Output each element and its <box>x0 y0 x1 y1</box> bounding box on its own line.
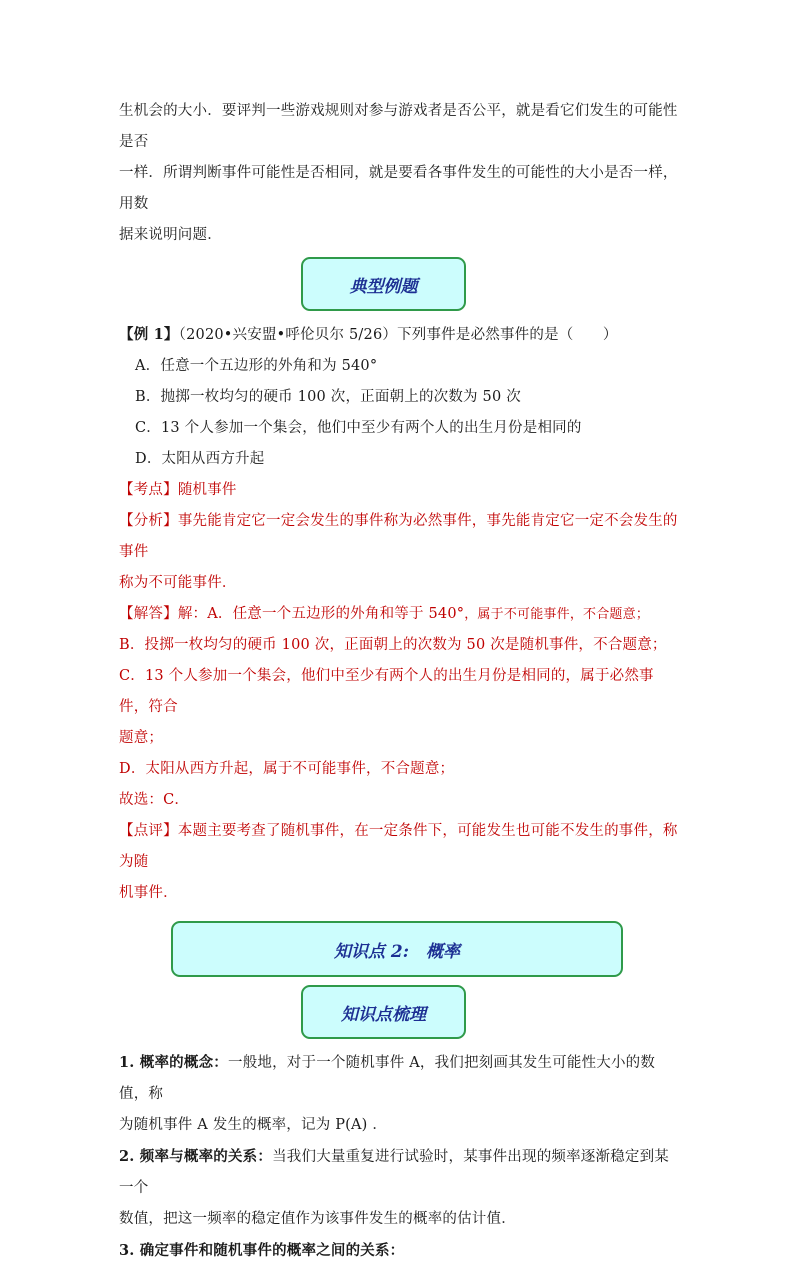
point-1-line-1 <box>119 1047 679 1110</box>
point-1-text-1: 一般地，对于一个随机事件 A，我们把刻画其发生可能性大小的数值，称 <box>119 1055 656 1102</box>
dianping-tag: 【点评】 <box>119 823 178 839</box>
point-1-line-2: 为随机事件 A 发生的概率，记为 P(A) ． <box>119 1117 388 1133</box>
point-2-line-1 <box>119 1141 679 1204</box>
intro-line-2: 一样．所谓判断事件可能性是否相同，就是要看各事件发生的可能性的大小是否一样，用数 <box>119 165 678 212</box>
section-heading-knowledge-2 <box>171 921 623 977</box>
dianping-line-2: 机事件． <box>119 885 178 901</box>
option-c: C．13 个人参加一个集会，他们中至少有两个人的出生月份是相同的 <box>135 420 582 436</box>
kaodian-tag: 【考点】 <box>119 482 178 498</box>
kaodian-line <box>119 475 679 506</box>
option-a: A．任意一个五边形的外角和为 540° <box>135 358 378 374</box>
section-title: 知识点梳理 <box>341 1004 426 1025</box>
kaodian-text: 随机事件 <box>177 482 237 498</box>
fenxi-line-2: 称为不可能事件． <box>119 575 237 591</box>
jieda-line-5: D．太阳从西方升起，属于不可能事件，不合题意； <box>119 761 455 777</box>
point-2-text-1: 当我们大量重复进行试验时，某事件出现的频率逐渐稳定到某一个 <box>119 1149 669 1196</box>
fenxi-line-1 <box>119 506 679 568</box>
dianping-line-1 <box>119 816 679 878</box>
jieda-line-2: B．投掷一枚均匀的硬币 100 次，正面朝上的次数为 50 次是随机事件，不合题意； <box>119 637 667 653</box>
example-question <box>119 319 679 351</box>
point-1-label: 1. 概率的概念： <box>119 1054 228 1071</box>
option-b: B．抛掷一枚均匀的硬币 100 次，正面朝上的次数为 50 次 <box>135 389 521 405</box>
section-heading-knowledge-sort <box>301 985 466 1039</box>
fenxi-text-1: 事先能肯定它一定会发生的事件称为必然事件，事先能肯定它一定不会发生的事件 <box>119 513 678 560</box>
option-d: D．太阳从西方升起 <box>135 451 265 467</box>
intro-line-3: 据来说明问题． <box>119 227 222 243</box>
jieda-line-1 <box>119 599 679 630</box>
section-title: 知识点 2: 概率 <box>333 941 461 962</box>
jieda-tag: 【解答】 <box>119 606 178 622</box>
jieda-line-3: C．13 个人参加一个集会，他们中至少有两个人的出生月份是相同的，属于必然事件，符合 <box>119 668 654 715</box>
intro-line-1: 生机会的大小．要评判一些游戏规则对参与游戏者是否公平，就是看它们发生的可能性是否 <box>119 103 678 150</box>
jieda-line-6: 故选：C． <box>119 792 190 808</box>
document-page <box>119 96 679 1266</box>
jieda-text-1b: ，属于不可能事件，不合题意； <box>464 607 650 622</box>
jieda-line-4: 题意； <box>119 730 164 746</box>
fenxi-tag: 【分析】 <box>119 513 178 529</box>
point-2-line-2: 数值，把这一频率的稳定值作为该事件发生的概率的估计值． <box>119 1211 516 1227</box>
jieda-text-1a: 解：A．任意一个五边形的外角和等于 540° <box>177 606 465 622</box>
point-3-line: 3. 确定事件和随机事件的概率之间的关系： <box>119 1242 405 1259</box>
example-tag: 【例 1】 <box>119 326 179 343</box>
section-title: 典型例题 <box>349 276 418 297</box>
example-source: （2020•兴安盟•呼伦贝尔 5/26）下列事件是必然事件的是（ ） <box>178 327 618 343</box>
dianping-text-1: 本题主要考查了随机事件，在一定条件下，可能发生也可能不发生的事件，称为随 <box>119 823 678 870</box>
section-heading-typical-examples <box>301 257 466 311</box>
point-2-label: 2. 频率与概率的关系： <box>119 1148 273 1165</box>
